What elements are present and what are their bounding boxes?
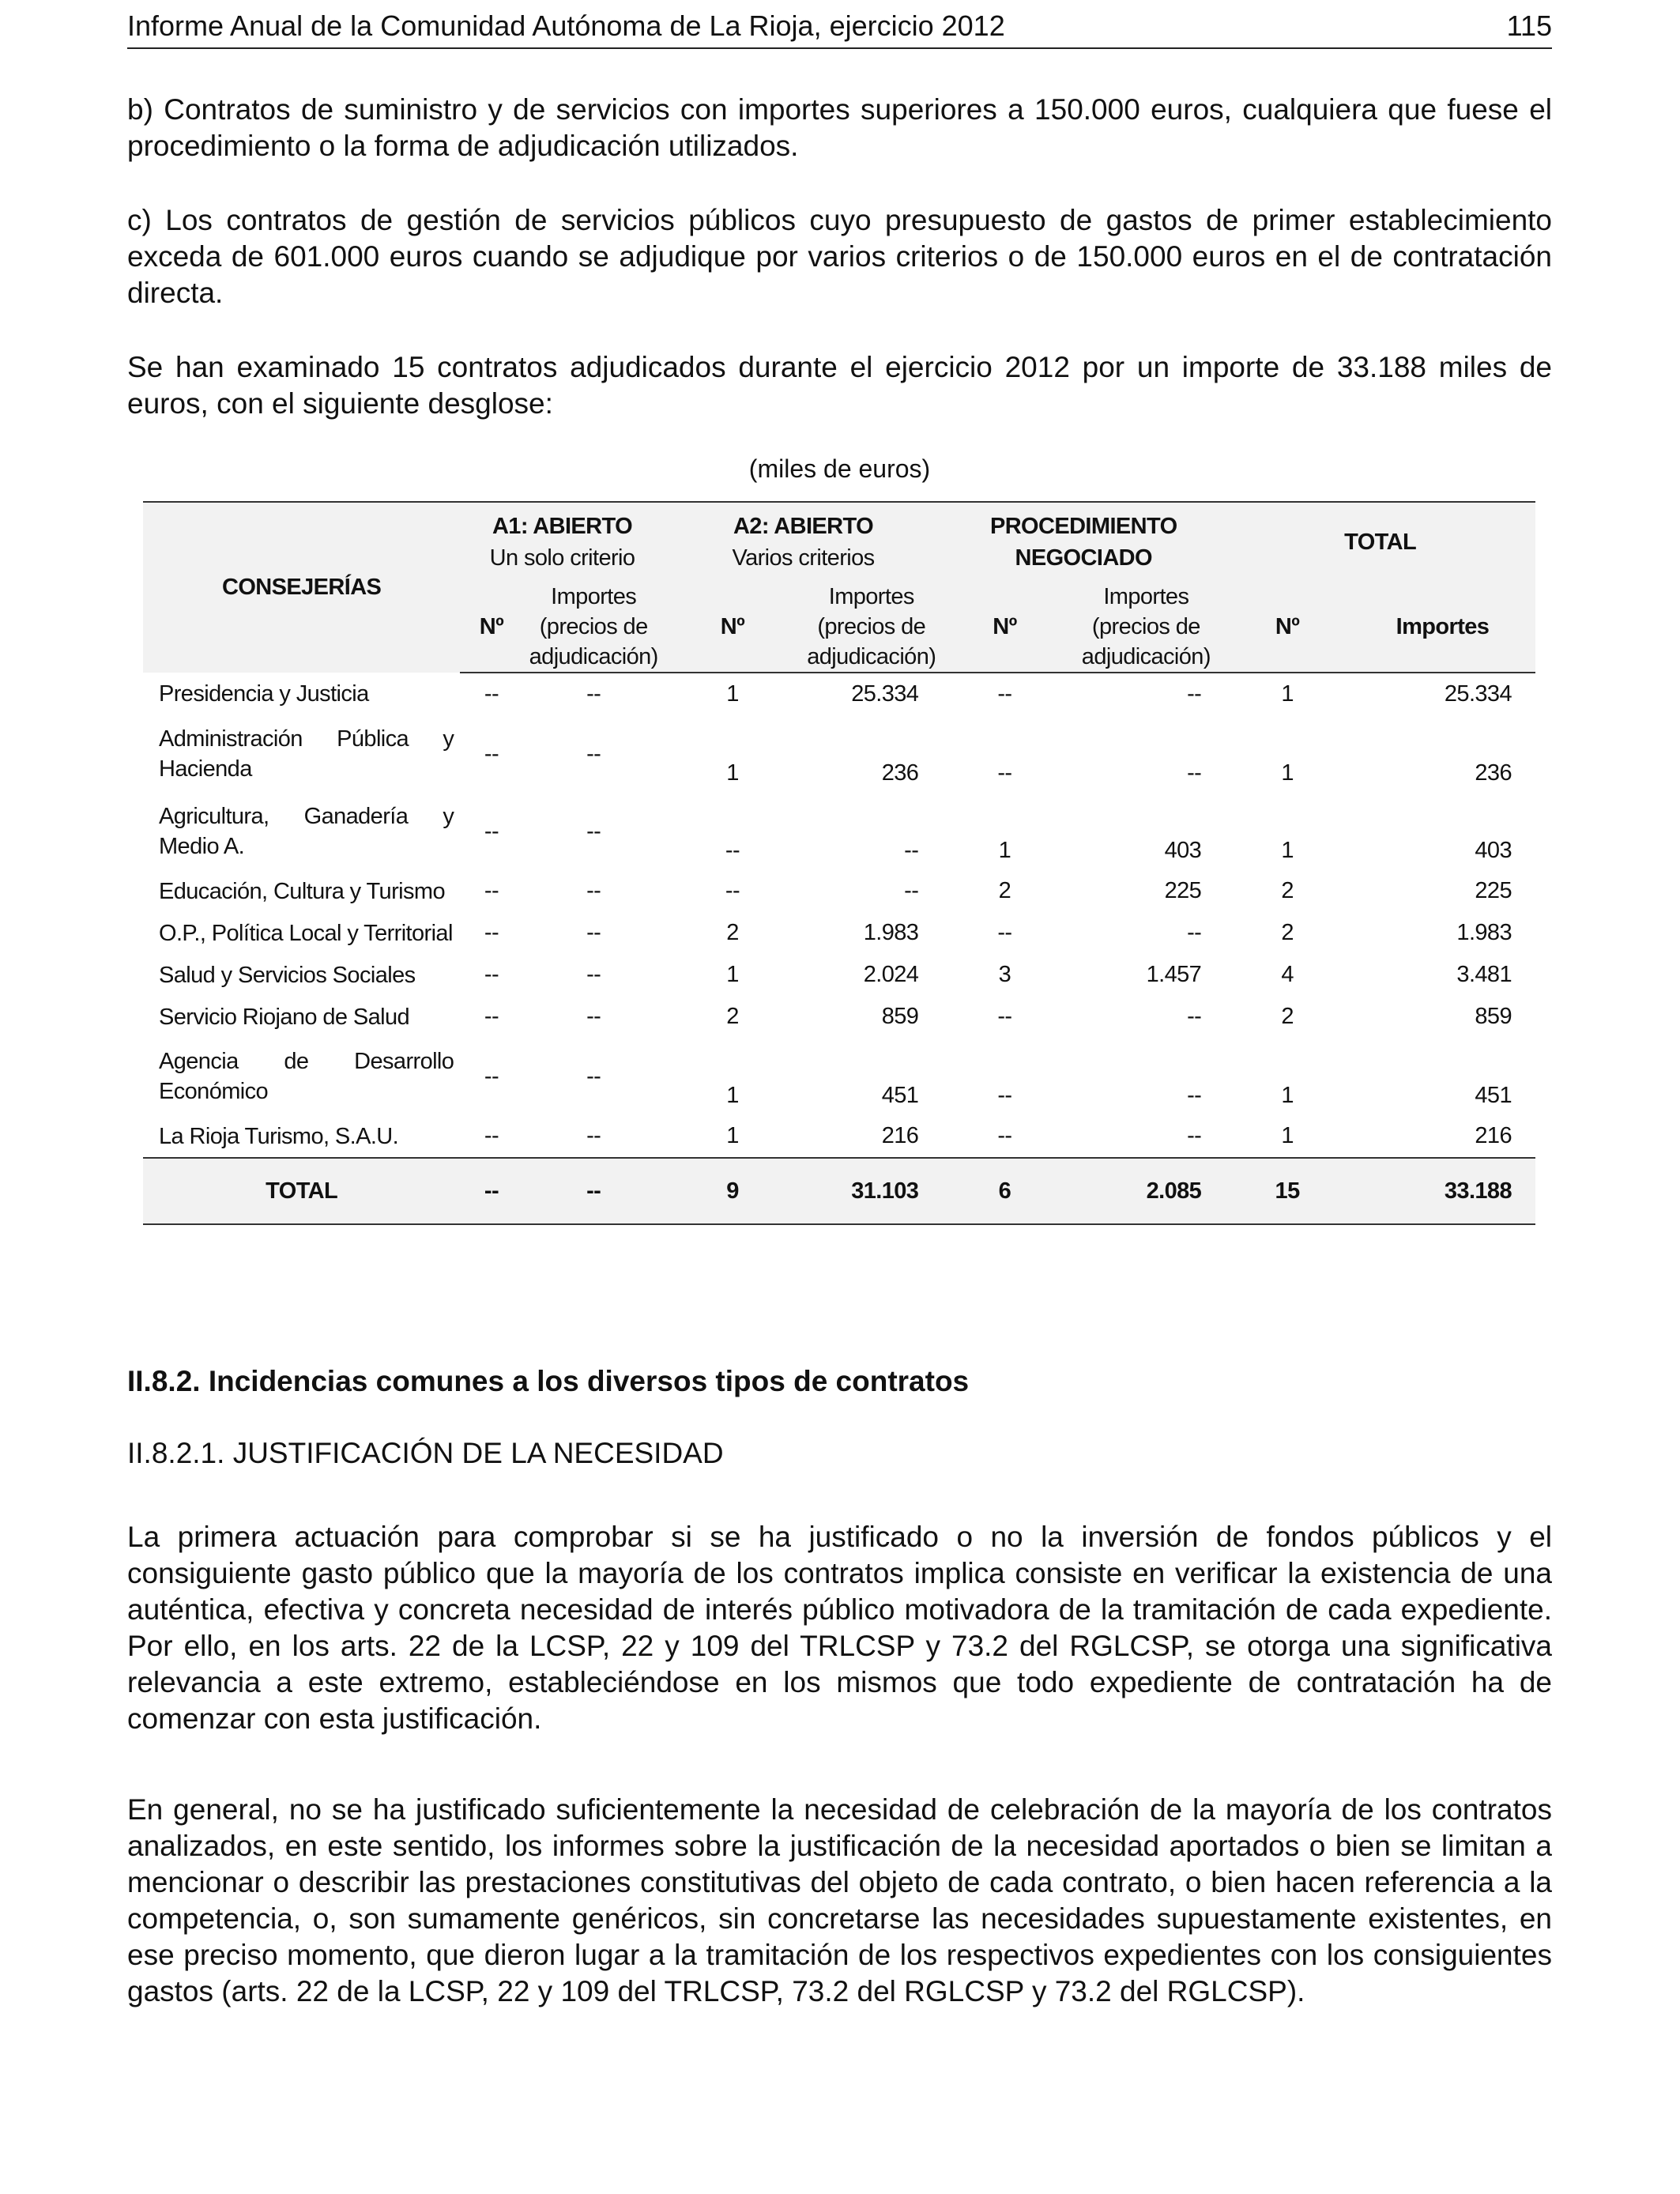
total-label: TOTAL: [143, 1158, 460, 1224]
header-a1-importes: [523, 582, 665, 673]
cell-a1i: --: [586, 1004, 601, 1029]
header-a2-subtitle: Varios criterios: [732, 545, 875, 571]
cell-a2i: 216: [881, 1123, 919, 1148]
cell-ti: 859: [1475, 1004, 1512, 1029]
header-a1-subtitle: Un solo criterio: [489, 545, 635, 571]
cell-a2n: 1: [726, 962, 739, 987]
cell-pnn: --: [997, 681, 1012, 707]
cell-tn: 1: [1281, 681, 1294, 707]
imp-l2: (precios de: [1091, 614, 1200, 639]
imp-l3: adjudicación): [807, 644, 936, 669]
total-pn-n: 6: [942, 1158, 1067, 1224]
header-pn-importes: [1068, 582, 1226, 673]
row-consejeria-name: La Rioja Turismo, S.A.U.: [159, 1123, 399, 1149]
imp-l1: Importes: [828, 584, 914, 609]
imp-l1: Importes: [1103, 584, 1189, 609]
header-pn-n: Nº: [942, 582, 1067, 673]
contracts-table: [143, 501, 1535, 1225]
row-name-line2: Hacienda: [159, 756, 252, 782]
table-row: [143, 870, 1535, 912]
cell-ti: 403: [1475, 838, 1512, 863]
cell-pni: 403: [1164, 838, 1202, 863]
cell-a2n: --: [725, 878, 740, 903]
cell-a2i: 236: [881, 760, 919, 786]
cell-pnn: --: [997, 1123, 1012, 1148]
row-name-line2: Económico: [159, 1079, 269, 1104]
table-row: [143, 673, 1535, 715]
cell-a1n: --: [484, 1004, 499, 1029]
header-consejerias: CONSEJERÍAS: [143, 502, 460, 673]
cell-a2i: 1.983: [863, 920, 919, 945]
table-row: [143, 912, 1535, 954]
cell-a2n: 2: [726, 1004, 739, 1029]
cell-a1i: --: [586, 920, 601, 945]
row-consejeria-name: Salud y Servicios Sociales: [159, 962, 416, 988]
page-number: 115: [1506, 9, 1552, 42]
cell-ti: 3.481: [1456, 962, 1512, 987]
cell-ti: 25.334: [1444, 681, 1512, 707]
cell-a2n: 1: [726, 760, 739, 786]
row-name-line1: Agencia de Desarrollo: [159, 1049, 454, 1074]
cell-tn: 2: [1281, 878, 1294, 903]
total-a2-importe: 31.103: [800, 1158, 942, 1224]
header-pn-line1: PROCEDIMIENTO: [989, 514, 1177, 539]
paragraph-b: b) Contratos de suministro y de servicios con importes superiores a 150.000 euros, cualquiera que fuese el procedimiento o la forma de adjudicación utilizados.: [127, 93, 1552, 162]
cell-a1i: --: [586, 681, 601, 707]
paragraph-general: En general, no se ha justificado suficientemente la necesidad de celebración de la mayoría de los contratos analizados, en este sentido, los informes sobre la justificación de la necesidad aportados o bien se limitan a mencionar o describir las prestaciones constitutivas del objeto de cada contrato, o bien hacen referencia a la competencia, o, son sumamente genéricos, sin concretarse las necesidades supuestamente existentes, en ese preciso momento, que dieron lugar a la tramitación de los respectivos expedientes con los consiguientes gastos (arts. 22 de la LCSP, 22 y 109 del TRLCSP, 73.2 del RGLCSP y 73.2 del RGLCSP).: [127, 1793, 1552, 2007]
cell-a2n: 1: [726, 681, 739, 707]
imp-l3: adjudicación): [1081, 644, 1211, 669]
total-a2-n: 9: [665, 1158, 800, 1224]
header-group-total: TOTAL: [1225, 502, 1535, 582]
total-importe: 33.188: [1350, 1158, 1535, 1224]
cell-pnn: --: [997, 760, 1012, 786]
row-consejeria-name: Servicio Riojano de Salud: [159, 1004, 410, 1030]
cell-ti: 236: [1475, 760, 1512, 786]
row-consejeria-name: Presidencia y Justicia: [159, 681, 369, 707]
header-group-negociado: [942, 502, 1225, 582]
cell-a2n: --: [725, 838, 740, 863]
section-heading: II.8.2. Incidencias comunes a los diversos tipos de contratos: [127, 1365, 970, 1397]
paragraph-c: c) Los contratos de gestión de servicios públicos cuyo presupuesto de gastos de primer establecimiento exceda de 601.000 euros cuando se adjudique por varios criterios o de 150.000 euros en el de contratación directa.: [127, 204, 1552, 309]
total-n: 15: [1225, 1158, 1350, 1224]
cell-tn: 1: [1281, 1083, 1294, 1108]
table-row: [143, 715, 1535, 793]
cell-tn: 1: [1281, 1123, 1294, 1148]
cell-a1i: --: [586, 741, 601, 767]
header-a1-n: Nº: [460, 582, 522, 673]
cell-a2n: 1: [726, 1123, 739, 1148]
total-a1-importe: --: [523, 1158, 665, 1224]
cell-a2i: --: [904, 878, 919, 903]
cell-tn: 1: [1281, 838, 1294, 863]
subsection-heading: II.8.2.1. JUSTIFICACIÓN DE LA NECESIDAD: [127, 1437, 724, 1469]
cell-pnn: --: [997, 1083, 1012, 1108]
paragraph-examined: Se han examinado 15 contratos adjudicados durante el ejercicio 2012 por un importe de 33.188 miles de euros, con el siguiente desglose:: [127, 351, 1552, 420]
header-total-importes: Importes: [1350, 582, 1535, 673]
table-row: [143, 1115, 1535, 1158]
cell-pnn: --: [997, 920, 1012, 945]
cell-a1n: --: [484, 878, 499, 903]
table-row: [143, 1038, 1535, 1115]
row-consejeria-name: [143, 793, 460, 870]
cell-a2i: 859: [881, 1004, 919, 1029]
cell-a1n: --: [484, 1063, 499, 1089]
cell-a1n: --: [484, 681, 499, 707]
header-group-a2: [665, 502, 943, 582]
cell-tn: 1: [1281, 760, 1294, 786]
cell-pni: --: [1187, 920, 1202, 945]
cell-pnn: 3: [998, 962, 1011, 987]
cell-a1i: --: [586, 962, 601, 987]
cell-ti: 451: [1475, 1083, 1512, 1108]
table-caption: (miles de euros): [748, 454, 931, 483]
cell-pni: --: [1187, 760, 1202, 786]
cell-a2i: 451: [881, 1083, 919, 1108]
cell-pnn: 1: [998, 838, 1011, 863]
page-header: [127, 9, 1552, 49]
cell-ti: 216: [1475, 1123, 1512, 1148]
table-row: [143, 996, 1535, 1038]
cell-a1n: --: [484, 962, 499, 987]
table-row: [143, 793, 1535, 870]
cell-ti: 1.983: [1456, 920, 1512, 945]
cell-a2i: 25.334: [851, 681, 919, 707]
cell-a1i: --: [586, 1063, 601, 1089]
row-consejeria-name: Educación, Cultura y Turismo: [159, 878, 445, 904]
imp-l3: adjudicación): [529, 644, 658, 669]
cell-pni: 1.457: [1146, 962, 1202, 987]
row-consejeria-name: O.P., Política Local y Territorial: [159, 920, 453, 946]
cell-a1n: --: [484, 920, 499, 945]
cell-tn: 4: [1281, 962, 1294, 987]
imp-l2: (precios de: [539, 614, 648, 639]
cell-tn: 2: [1281, 920, 1294, 945]
cell-pni: --: [1187, 1004, 1202, 1029]
header-a1-title: A1: ABIERTO: [492, 514, 633, 539]
cell-a1i: --: [586, 818, 601, 844]
cell-pni: --: [1187, 681, 1202, 707]
cell-pnn: 2: [998, 878, 1011, 903]
header-title: Informe Anual de la Comunidad Autónoma de La Rioja, ejercicio 2012: [127, 9, 1005, 42]
header-total-n: Nº: [1225, 582, 1350, 673]
cell-pnn: --: [997, 1004, 1012, 1029]
header-a2-importes: [800, 582, 942, 673]
cell-a2n: 1: [726, 1083, 739, 1108]
cell-a2i: --: [904, 838, 919, 863]
cell-a1n: --: [484, 741, 499, 767]
row-consejeria-name: [143, 1038, 460, 1115]
imp-l2: (precios de: [817, 614, 926, 639]
row-name-line2: Medio A.: [159, 834, 245, 859]
cell-a2i: 2.024: [863, 962, 919, 987]
cell-a2n: 2: [726, 920, 739, 945]
cell-a1i: --: [586, 1123, 601, 1148]
row-consejeria-name: [143, 715, 460, 793]
row-name-line1: Agricultura, Ganadería y: [159, 804, 454, 829]
header-pn-line2: NEGOCIADO: [1015, 545, 1152, 571]
row-name-line1: Administración Pública y: [159, 726, 454, 752]
cell-pni: --: [1187, 1123, 1202, 1148]
imp-l1: Importes: [551, 584, 637, 609]
cell-a1n: --: [484, 1123, 499, 1148]
cell-a1n: --: [484, 818, 499, 844]
header-a2-n: Nº: [665, 582, 800, 673]
paragraph-first-action: La primera actuación para comprobar si se ha justificado o no la inversión de fondos públicos y el consiguiente gasto público que la mayoría de los contratos implica consiste en verificar la existencia de una auténtica, efectiva y concreta necesidad de interés público motivadora de la tramitación de cada expediente. Por ello, en los arts. 22 de la LCSP, 22 y 109 del TRLCSP y 73.2 del RGLCSP, se otorga una significativa relevancia a este extremo, estableciéndose en los mismos que todo expediente de contratación ha de comenzar con esta justificación.: [127, 1521, 1552, 1735]
total-pn-importe: 2.085: [1068, 1158, 1226, 1224]
table-total-row: [143, 1158, 1535, 1224]
cell-pni: --: [1187, 1083, 1202, 1108]
cell-pni: 225: [1164, 878, 1202, 903]
cell-tn: 2: [1281, 1004, 1294, 1029]
table-row: [143, 954, 1535, 996]
header-a2-title: A2: ABIERTO: [733, 514, 874, 539]
total-a1-n: --: [460, 1158, 522, 1224]
cell-ti: 225: [1475, 878, 1512, 903]
cell-a1i: --: [586, 878, 601, 903]
header-group-a1: [460, 502, 664, 582]
table-body: [143, 673, 1535, 1158]
